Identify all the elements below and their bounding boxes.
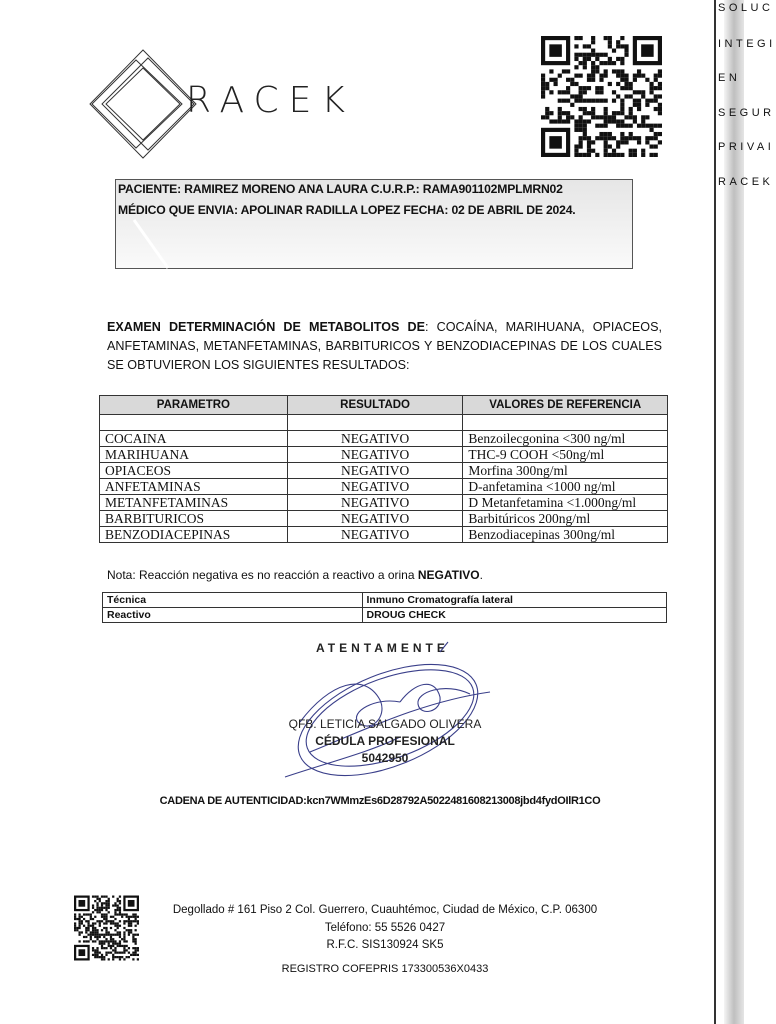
table-row [100,431,668,447]
footer-address-block [140,902,630,955]
patient-name-curp: PACIENTE: RAMIREZ MORENO ANA LAURA C.U.R.P.: RAMA901102MPLMRN02 [118,182,563,196]
result-cell: NEGATIVO [287,511,463,527]
result-cell: NEGATIVO [287,479,463,495]
table-row [100,447,668,463]
address: Degollado # 161 Piso 2 Col. Guerrero, Cuauhtémoc, Ciudad de México, C.P. 06300 [172,904,598,916]
sidebar-word: INTEGI [718,38,776,50]
column-header: VALORES DE REFERENCIA [463,396,668,415]
column-header: PARAMETRO [100,396,288,415]
reagent-value: DROUG CHECK [362,608,666,623]
result-cell: NEGATIVO [287,431,463,447]
parameter-cell: ANFETAMINAS [100,479,288,495]
rfc: R.F.C. SIS130924 SK5 [326,939,444,951]
qr-code-icon [74,894,139,962]
cedula-label: CÉDULA PROFESIONAL [315,734,455,748]
cedula-number: 5042950 [361,751,409,765]
parameter-cell: BARBITURICOS [100,511,288,527]
technique-table [102,592,667,623]
table-row [100,495,668,511]
sidebar-word: PRIVAI [718,141,775,153]
referring-doctor-date: MÉDICO QUE ENVIA: APOLINAR RADILLA LOPEZ FECHA: 02 DE ABRIL DE 2024. [118,203,576,217]
technique-value: Inmuno Cromatografía lateral [362,593,666,608]
reference-cell: Benzoilecgonina <300 ng/ml [463,431,668,447]
note-end: . [479,568,483,582]
reagent-label: Reactivo [103,608,363,623]
exam-body: : COCAÍNA, MARIHUANA, OPIACEOS, ANFETAMINAS, METANFETAMINAS, BARBITURICOS Y BENZODIACEPINAS DE LOS CUALES SE OBTUVIERON LOS SIGUIENTES RESULTADOS: [107,320,662,372]
note-emphasis: NEGATIVO [417,568,480,582]
result-cell: NEGATIVO [287,447,463,463]
technique-label: Técnica [103,593,363,608]
reference-cell: D-anfetamina <1000 ng/ml [463,479,668,495]
parameter-cell: OPIACEOS [100,463,288,479]
cofepris-registry: REGISTRO COFEPRIS 173300536X0433 [281,963,489,975]
racek-logo-icon [88,48,198,160]
qr-code-icon [541,35,662,158]
result-cell: NEGATIVO [287,463,463,479]
table-row [103,593,667,608]
result-note [107,568,483,582]
parameter-cell: MARIHUANA [100,447,288,463]
authenticity-chain: CADENA DE AUTENTICIDAD:kcn7WMmzEs6D28792A5022481608213008jbd4fydOIlR1CO [159,795,601,807]
reference-cell: THC-9 COOH <50ng/ml [463,447,668,463]
reference-cell: D Metanfetamina <1.000ng/ml [463,495,668,511]
table-row [100,527,668,543]
sidebar-shade [724,0,744,1024]
table-row [103,608,667,623]
exam-description [107,318,662,375]
table-header-row [100,396,668,415]
reference-cell: Barbitúricos 200ng/ml [463,511,668,527]
sidebar-word: RACEK [718,176,774,188]
sidebar-word: SEGUR [718,107,775,119]
exam-title: EXAMEN DETERMINACIÓN DE METABOLITOS DE [107,320,426,334]
reference-cell: Benzodiacepinas 300ng/ml [463,527,668,543]
results-table [99,395,668,543]
sidebar-divider [714,0,716,1024]
parameter-cell: COCAINA [100,431,288,447]
note-text: Nota: Reacción negativa es no reacción a reactivo a orina [107,568,418,582]
sidebar-word: SOLUC [718,2,774,14]
closing-text: ATENTAMENTE [316,641,449,655]
parameter-cell: METANFETAMINAS [100,495,288,511]
reference-cell: Morfina 300ng/ml [463,463,668,479]
table-row [100,479,668,495]
column-header: RESULTADO [287,396,463,415]
table-row [100,463,668,479]
result-cell: NEGATIVO [287,527,463,543]
result-cell: NEGATIVO [287,495,463,511]
signatory-name: QFB. LETICIA SALGADO OLIVERA [288,717,482,731]
sidebar-word: EN [718,72,741,84]
phone: Teléfono: 55 5526 0427 [324,921,446,934]
signatory-block [260,716,510,767]
parameter-cell: BENZODIACEPINAS [100,527,288,543]
table-blank-row [100,415,668,431]
table-row [100,511,668,527]
brand-name: RACEK [186,80,356,121]
